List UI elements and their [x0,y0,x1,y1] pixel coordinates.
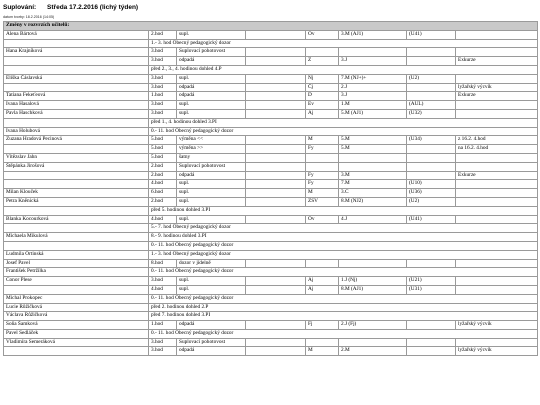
table-row [4,250,538,259]
table-cell [246,259,306,268]
table-row [4,312,538,321]
table-cell: supl. [177,180,246,189]
table-cell [246,145,306,154]
table-cell: supl. [177,189,246,198]
table-row [4,39,538,48]
table-row [4,180,538,189]
table-cell: (U41) [407,30,456,39]
table-cell: lyžařský výcvik [456,347,538,356]
table-cell [246,136,306,145]
table-cell: (AUL) [407,101,456,110]
table-cell: 8.- 9. hodinou dohled 3.PI [149,233,538,242]
table-cell [4,83,149,92]
table-row [4,153,538,162]
table-cell [456,277,538,286]
table-cell [407,57,456,66]
table-cell: Soňa Šamková [4,321,149,330]
table-row [4,145,538,154]
table-cell [246,74,306,83]
table-cell [456,30,538,39]
table-cell: 3.hod [149,101,177,110]
table-cell: 0.- 11. hod Obecný pedagogický dozor [149,268,538,277]
table-cell [4,206,149,215]
table-cell [4,145,149,154]
table-row [4,206,538,215]
table-cell: odpadá [177,171,246,180]
table-cell: 2.hod [149,171,177,180]
table-cell: 3.hod [149,48,177,57]
table-cell [456,101,538,110]
table-cell: 1.- 3. hod Obecný pedagogický dozor [149,250,538,259]
table-cell [246,83,306,92]
table-cell: 3.hod [149,74,177,83]
table-cell: Ivana Holubová [4,127,149,136]
table-cell: (U2) [407,197,456,206]
table-cell [246,277,306,286]
table-cell [246,162,306,171]
table-cell [246,153,306,162]
table-cell [456,74,538,83]
table-cell: Blanka Kocourková [4,215,149,224]
table-cell: 1.- 3. hod Obecný pedagogický dozor [149,39,538,48]
table-cell [407,92,456,101]
table-cell: supl. [177,197,246,206]
table-row [4,118,538,127]
table-cell: 5.M [339,145,407,154]
table-cell: 0.- 11. hod Obecný pedagogický dozor [149,127,538,136]
table-cell [246,180,306,189]
table-body [4,22,538,356]
table-cell [407,153,456,162]
table-cell: (U32) [407,109,456,118]
table-cell [306,153,339,162]
table-cell [407,338,456,347]
table-cell: před 7. hodinou dohled 3.PI [149,312,538,321]
table-cell: odpadá [177,347,246,356]
table-cell: před 1., 4. hodinou dohled 3.PI [149,118,538,127]
table-cell: ZSV [306,197,339,206]
table-cell [246,92,306,101]
table-cell: 8.M (NJ2) [339,197,407,206]
table-cell: Suplovací pohotovost [177,162,246,171]
table-cell: Exkurze [456,57,538,66]
table-cell: Suplovací pohotovost [177,48,246,57]
table-cell [407,48,456,57]
table-cell: supl. [177,215,246,224]
table-cell: Fy [306,180,339,189]
table-cell: 7.M [339,180,407,189]
table-cell: Fj [306,321,339,330]
table-cell: 0.- 11. hod Obecný pedagogický dozor [149,294,538,303]
table-cell: Exkurze [456,92,538,101]
generated-date: datum tvorby: 18.2.2016 (14:05) [3,15,55,19]
table-row [4,189,538,198]
table-cell: Tatiana Fekeťeová [4,92,149,101]
table-cell: (U36) [407,189,456,198]
table-cell [339,153,407,162]
table-cell [4,65,149,74]
table-cell [246,285,306,294]
table-cell: Štěpánka Jirošová [4,162,149,171]
table-cell: 3.hod [149,338,177,347]
table-cell: Michal Prokopec [4,294,149,303]
table-cell: Fy [306,145,339,154]
table-cell: Aj [306,285,339,294]
table-cell [456,259,538,268]
table-cell [306,162,339,171]
table-cell: před 2., 3., 4. hodinou dohled 4.P [149,65,538,74]
table-cell [339,259,407,268]
table-cell [4,171,149,180]
table-cell: odpadá [177,57,246,66]
table-cell: 0.- 11. hod Obecný pedagogický dozor [149,329,538,338]
table-cell [4,57,149,66]
table-cell: (U2) [407,74,456,83]
table-cell: 3.hod [149,83,177,92]
table-row [4,224,538,233]
table-cell [4,285,149,294]
table-row [4,241,538,250]
table-row [4,268,538,277]
table-cell [407,83,456,92]
table-cell: Lucie Růžičková [4,303,149,312]
table-row [4,65,538,74]
table-cell: 3.hod [149,57,177,66]
table-cell: odpadá [177,83,246,92]
table-cell: lyžařský výcvik [456,321,538,330]
table-cell: (U31) [407,285,456,294]
table-cell: Čj [306,83,339,92]
table-cell: (U41) [407,215,456,224]
table-cell: Exkurze [456,171,538,180]
table-cell [456,153,538,162]
table-cell: 0.- 11. hod Obecný pedagogický dozor [149,241,538,250]
table-cell: 4.hod [149,215,177,224]
page-date: Středa 17.2.2016 (lichý týden) [47,4,139,11]
table-row [4,101,538,110]
table-cell [246,109,306,118]
table-cell: Vítězslav Jahn [4,153,149,162]
table-cell [306,48,339,57]
table-row [4,285,538,294]
table-cell: Petra Kněnická [4,197,149,206]
table-cell: 2.hod [149,162,177,171]
table-cell: 1.M [339,101,407,110]
table-cell: 2.hod [149,197,177,206]
table-cell [4,241,149,250]
table-cell: supl. [177,109,246,118]
table-row [4,233,538,242]
table-cell [456,215,538,224]
table-cell: Milan Klouček [4,189,149,198]
table-cell: před 2. hodinou dohled 2.P [149,303,538,312]
table-cell: Pavel Sedláček [4,329,149,338]
table-row [4,171,538,180]
table-row [4,92,538,101]
table-cell [246,347,306,356]
table-cell: 3.M [339,171,407,180]
table-cell: 5.- 7. hod Obecný pedagogický dozor [149,224,538,233]
table-cell [339,338,407,347]
table-cell [246,171,306,180]
table-cell [407,171,456,180]
table-cell: František Petržílka [4,268,149,277]
table-cell: Ludmila Ortinská [4,250,149,259]
table-cell: lyžařský výcvik [456,83,538,92]
table-row [4,259,538,268]
table-row [4,347,538,356]
table-cell: 1.J (Nj) [339,277,407,286]
table-cell: dozor v jídelně [177,259,246,268]
table-row [4,83,538,92]
table-cell [4,180,149,189]
table-title: Změny v rozvrzích učitelů: [4,22,538,31]
table-cell: výměna << [177,136,246,145]
table-cell [246,101,306,110]
table-cell: z 16.2. 4.hod [456,136,538,145]
page-title: Suplování: [3,4,37,11]
table-row [4,197,538,206]
table-row [4,321,538,330]
table-cell: (U21) [407,277,456,286]
table-title-row [4,22,538,31]
table-cell: šatny [177,153,246,162]
table-cell: 3.hod [149,109,177,118]
table-row [4,303,538,312]
table-cell: Aj [306,277,339,286]
table-cell: Ov [306,215,339,224]
table-cell: 6.hod [149,189,177,198]
table-row [4,48,538,57]
table-row [4,136,538,145]
table-cell: supl. [177,101,246,110]
table-cell: M [306,347,339,356]
table-cell: 7.M (NJ+)+ [339,74,407,83]
table-cell [456,109,538,118]
table-cell: Josef Pavel [4,259,149,268]
table-cell: 1.hod [149,92,177,101]
table-cell [407,321,456,330]
table-cell: 2.J (Fj) [339,321,407,330]
table-cell [246,197,306,206]
table-cell [246,338,306,347]
table-cell [456,162,538,171]
table-row [4,329,538,338]
table-cell: 5.M [339,136,407,145]
table-cell: (U34) [407,136,456,145]
table-cell [407,347,456,356]
table-cell: 4.hod [149,180,177,189]
table-cell: na 16.2. 4.hod [456,145,538,154]
table-row [4,215,538,224]
table-cell: Ev [306,101,339,110]
table-cell [246,321,306,330]
table-cell: Suplovací pohotovost [177,338,246,347]
table-cell: 5.hod [149,136,177,145]
table-cell: Ov [306,30,339,39]
table-row [4,109,538,118]
table-cell: 5.M (AJ1) [339,109,407,118]
table-cell [246,215,306,224]
substitution-table [3,21,538,356]
table-cell [456,338,538,347]
table-cell [306,338,339,347]
table-cell: odpadá [177,92,246,101]
table-cell [407,259,456,268]
table-cell [339,162,407,171]
table-cell [246,189,306,198]
table-cell: M [306,189,339,198]
table-cell: 3.C [339,189,407,198]
table-cell: Vladimíra Semeráková [4,338,149,347]
table-cell: supl. [177,30,246,39]
table-cell [407,145,456,154]
table-cell: výměna >> [177,145,246,154]
table-cell: Conor Plese [4,277,149,286]
table-row [4,127,538,136]
table-cell: 3.hod [149,277,177,286]
table-cell: Václava Růžičková [4,312,149,321]
table-cell: 2.J [339,83,407,92]
table-cell [339,48,407,57]
table-cell: supl. [177,277,246,286]
table-cell: 5.hod [149,145,177,154]
table-cell [4,224,149,233]
table-cell [246,30,306,39]
table-row [4,338,538,347]
table-cell: 1.hod [149,321,177,330]
table-row [4,74,538,83]
table-cell [456,48,538,57]
table-cell [4,118,149,127]
table-cell: Fy [306,171,339,180]
table-cell [306,259,339,268]
table-cell [456,189,538,198]
table-cell: Michaela Mikulová [4,233,149,242]
table-cell: M [306,136,339,145]
table-cell [456,197,538,206]
table-cell: Z [306,57,339,66]
table-cell: Ivana Hasalová [4,101,149,110]
table-row [4,277,538,286]
table-cell [456,180,538,189]
table-cell: Hana Krajníková [4,48,149,57]
table-cell: odpadá [177,321,246,330]
table-cell: supl. [177,285,246,294]
table-cell [4,39,149,48]
table-cell: před 5. hodinou dohled 3.PI [149,206,538,215]
table-row [4,30,538,39]
table-cell: Nj [306,74,339,83]
table-cell: Eliška Čáslavská [4,74,149,83]
table-cell: 8.M (AJ1) [339,285,407,294]
table-cell: Alena Bártová [4,30,149,39]
table-cell: Pavla Haschková [4,109,149,118]
table-cell: 2.hod [149,30,177,39]
table-cell: 5.hod [149,153,177,162]
table-cell [246,57,306,66]
table-row [4,57,538,66]
table-cell: Zuzana Hradová Pecinová [4,136,149,145]
table-cell [407,162,456,171]
table-cell: 3.M (AJ1) [339,30,407,39]
table-cell: 4.J [339,215,407,224]
table-cell [4,347,149,356]
page-header [3,4,138,11]
table-cell: 8.hod [149,259,177,268]
table-cell: (U10) [407,180,456,189]
table-row [4,294,538,303]
table-cell: D [306,92,339,101]
table-cell: supl. [177,74,246,83]
table-cell: 4.hod [149,285,177,294]
table-row [4,162,538,171]
table-cell: 2.M [339,347,407,356]
table-cell: Aj [306,109,339,118]
table-cell: 3.hod [149,347,177,356]
table-cell: 3.J [339,57,407,66]
table-cell [246,48,306,57]
table-cell: 3.J [339,92,407,101]
table-cell [456,285,538,294]
